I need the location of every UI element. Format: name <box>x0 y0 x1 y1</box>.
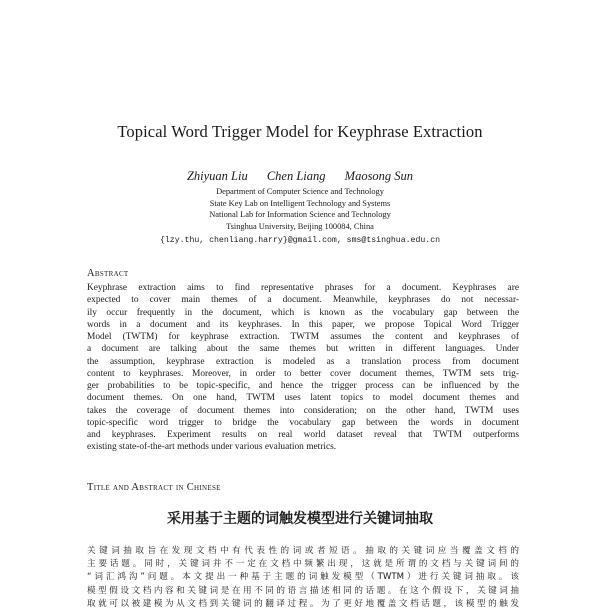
author-name: Zhiyuan Liu <box>186 169 248 183</box>
affiliation-block <box>0 186 600 232</box>
abstract-line: content to keyphrases. Moreover, in order to better cover document themes, TWTM sets trig- <box>87 368 519 379</box>
abstract-line: ily occur frequently in the document, which is known as the vocabulary gap between the <box>87 307 519 318</box>
abstract-line: ger probabilities to be topic-specific, and hence the trigger process can be influenced by the <box>87 381 519 391</box>
affiliation-line: National Lab for Information Science and Technology <box>209 210 391 220</box>
author-name: Maosong Sun <box>344 169 414 183</box>
affiliation-line: Department of Computer Science and Technology <box>216 187 384 196</box>
abstract-line: expected to cover main themes of a document. Meanwhile, keyphrases do not necessar- <box>87 295 519 306</box>
chinese-abstract-line: 模型假设文档内容和关键词是在用不同的语言描述相同的话题。在这个假设下，关键词抽 <box>87 585 519 596</box>
chinese-title: 采用基于主题的词触发模型进行关键词抽取 <box>167 511 433 527</box>
abstract-line: Keyphrase extraction aims to find representative phrases for a document. Keyphrases are <box>87 283 519 293</box>
abstract-line: a document are talking about the same themes but written in different languages. Under <box>87 344 519 355</box>
abstract-line: words in a document and its keyphrases. In this paper, we propose Topical Word Trigger <box>87 319 519 330</box>
author-list <box>0 169 600 184</box>
abstract-line: the assumption, keyphrase extraction is modeled as a translation process from document <box>87 356 519 367</box>
chinese-abstract-line: “词汇鸿沟”问题。本文提出一种基于主题的词触发模型（TWTM）进行关键词抽取。该 <box>87 572 519 583</box>
paper-title: Topical Word Trigger Model for Keyphrase Extraction <box>117 122 483 141</box>
abstract-heading: Abstract <box>87 268 129 279</box>
author-emails: {lzy.thu, chenliang.harry}@gmail.com, sms@tsinghua.edu.cn <box>159 236 441 245</box>
abstract-line: document themes. On one hand, TWTM uses latent topics to model document themes and <box>87 393 519 404</box>
affiliation-line: State Key Lab on Intelligent Technology and Systems <box>209 198 391 208</box>
abstract-text <box>87 282 519 454</box>
abstract-line: and keyphrases. Experiment results on real world dataset reveal that TWTM outperforms <box>87 430 519 440</box>
affiliation-line: Tsinghua University, Beijing 100084, China <box>226 221 374 231</box>
abstract-line: takes the coverage of document themes into consideration; on the other hand, TWTM uses <box>87 405 519 416</box>
abstract-line: existing state-of-the-art methods under various evaluation metrics. <box>87 442 337 453</box>
author-name: Chen Liang <box>266 169 326 183</box>
chinese-abstract-line: 关键词抽取旨在发现文档中有代表性的词或者短语。抽取的关键词应当覆盖文档的 <box>87 546 519 556</box>
chinese-section-heading: Title and Abstract in Chinese <box>87 482 221 493</box>
abstract-line: Model (TWTM) for keyphrase extraction. TWTM assumes the content and keyphrases of <box>87 332 519 342</box>
chinese-abstract-line: 主要话题。同时，关键词并不一定在文档中频繁出现，这就是所谓的文档与关键词间的 <box>87 559 519 570</box>
chinese-abstract-text <box>87 545 519 611</box>
abstract-line: topic-specific word trigger to bridge the vocabulary gap between the words in document <box>87 417 519 428</box>
chinese-abstract-line: 取就可以被建模为从文档到关键词的翻译过程。为了更好地覆盖文档话题，该模型的触发 <box>87 598 519 609</box>
